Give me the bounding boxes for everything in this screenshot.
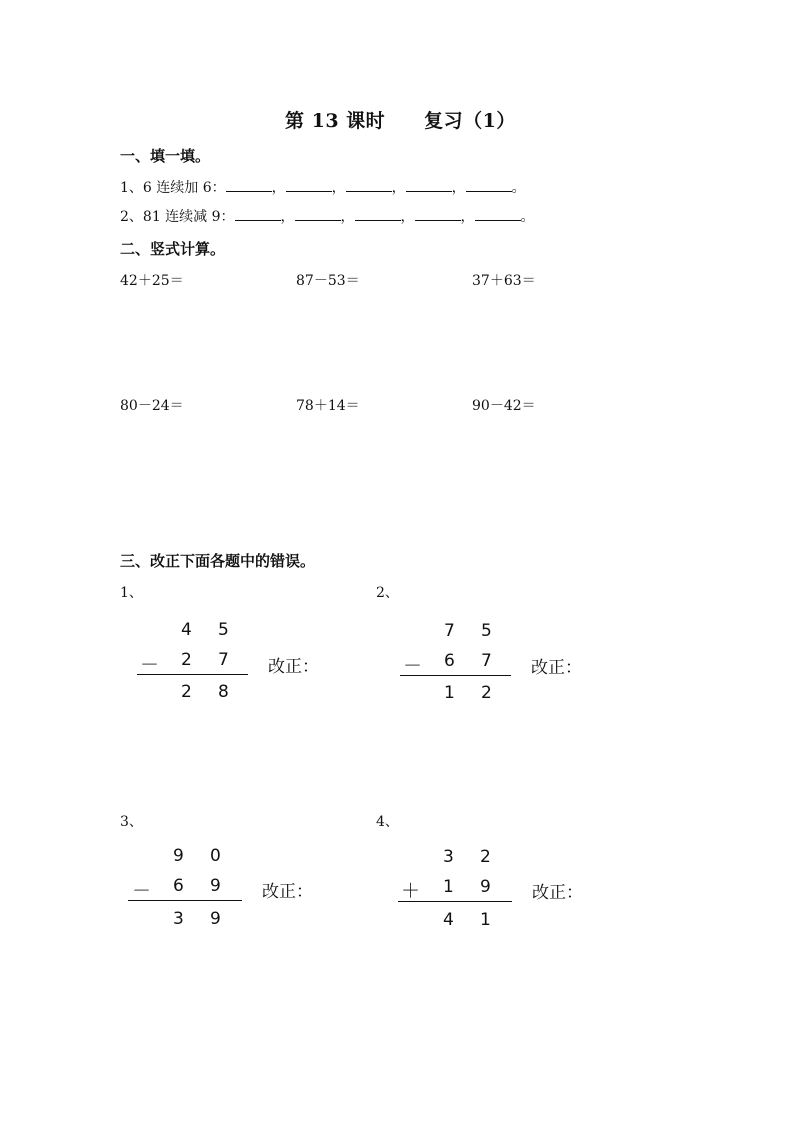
answer-blank[interactable] [355,208,401,221]
digit: 2 [181,682,192,702]
calc-problem: 90－42＝ [472,398,536,414]
sum-line [137,674,248,675]
digit: 0 [210,846,221,866]
digit: 7 [481,651,492,671]
digit: 5 [218,620,229,640]
digit: 6 [173,876,184,896]
question-2-prefix: 2、81 连续减 9： [120,209,235,225]
answer-blank[interactable] [475,208,521,221]
digit: 7 [218,650,229,670]
item-label: 2、 [376,585,399,601]
digit: 9 [173,846,184,866]
correct-label: 改正： [268,657,319,677]
answer-blank[interactable] [346,179,392,192]
digit: 8 [218,682,229,702]
minus-sign: － [132,880,152,902]
section-fill-heading: 一、填一填。 [120,147,211,165]
answer-blank[interactable] [406,179,452,192]
question-2: 2、81 连续减 9： ， ， ， ， 。 [120,209,535,225]
calc-problem: 80－24＝ [120,398,184,414]
answer-blank[interactable] [466,179,512,192]
digit: 9 [480,877,491,897]
calc-problem: 37＋63＝ [472,273,536,289]
digit: 3 [173,909,184,929]
digit: 2 [480,847,491,867]
sum-line [398,901,512,902]
digit: 1 [444,683,455,703]
correct-label: 改正： [262,882,313,902]
digit: 1 [480,910,491,930]
digit: 4 [443,910,454,930]
digit: 9 [210,876,221,896]
section-vertical-heading: 二、竖式计算。 [120,240,226,258]
answer-blank[interactable] [226,179,272,192]
item-label: 3、 [120,814,143,830]
question-1-prefix: 1、6 连续加 6： [120,180,226,196]
answer-blank[interactable] [286,179,332,192]
minus-sign: － [403,655,423,677]
answer-blank[interactable] [415,208,461,221]
item-label: 4、 [376,814,399,830]
correct-label: 改正： [531,658,582,678]
digit: 2 [181,650,192,670]
digit: 7 [444,621,455,641]
calc-problem: 78＋14＝ [296,398,360,414]
sum-line [400,675,511,676]
sum-line [128,900,242,901]
digit: 2 [481,683,492,703]
section-correction-heading: 三、改正下面各题中的错误。 [120,552,316,570]
correct-label: 改正： [532,883,583,903]
digit: 6 [444,651,455,671]
plus-sign: ＋ [401,880,421,902]
question-1: 1、6 连续加 6： ， ， ， ， 。 [120,180,526,196]
digit: 4 [181,620,192,640]
calc-problem: 87－53＝ [296,273,360,289]
minus-sign: － [140,654,160,676]
page-title: 第 13 课时 复习（1） [285,110,516,132]
answer-blank[interactable] [295,208,341,221]
digit: 9 [210,909,221,929]
answer-blank[interactable] [235,208,281,221]
item-label: 1、 [120,585,143,601]
digit: 1 [443,877,454,897]
digit: 3 [443,847,454,867]
digit: 5 [481,621,492,641]
calc-problem: 42＋25＝ [120,273,184,289]
